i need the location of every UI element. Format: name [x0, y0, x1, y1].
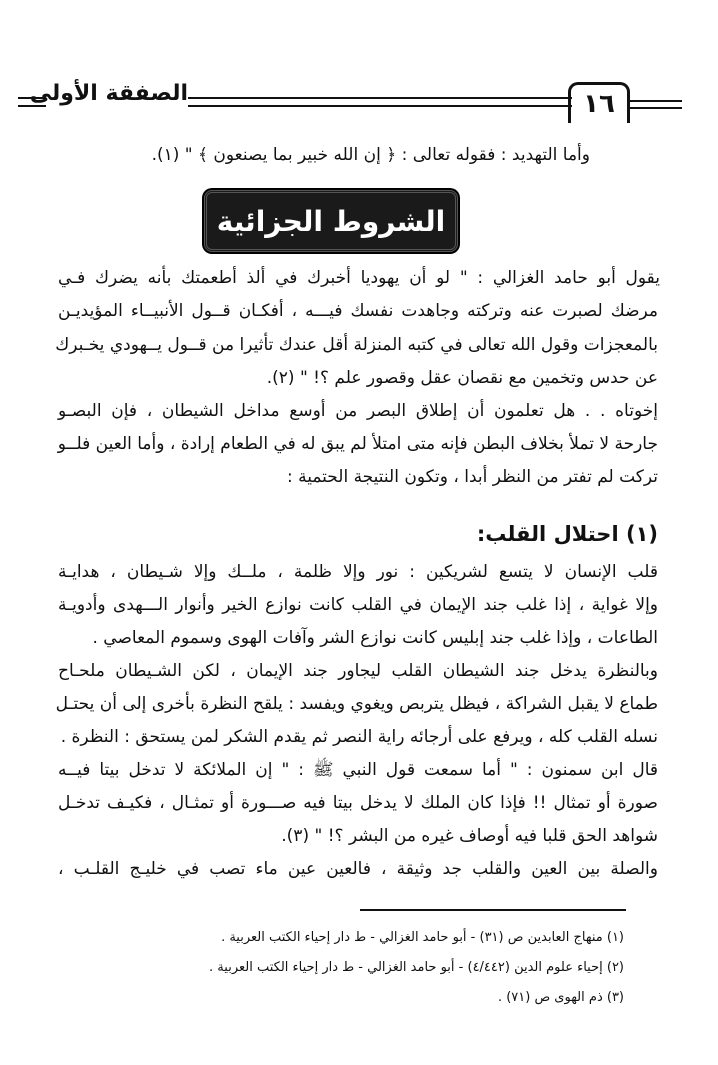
paragraph-line: يقول أبو حامد الغزالي : " لو أن يهوديا أخبرك في ألذ أطعمتك بأنه يضرك فـي — [58, 268, 660, 288]
paragraph-line: والصلة بين العين والقلب جد وثيقة ، فالعين عين ماء تصب في خليـج القلـب ، — [58, 859, 658, 879]
paragraph-line: بالمعجزات وقول الله تعالى في كتبه المنزلة أقل عندك تأثيرا من قــول يــهودي يخـبرك — [55, 335, 658, 355]
footnote: (٣) ذم الهوى ص (٧١) . — [497, 990, 624, 1005]
paragraph-line: قال ابن سمنون : " أما سمعت قول النبي ﷺ : " إن الملائكة لا تدخل بيتا فيــه — [58, 760, 658, 780]
footnote-divider — [360, 909, 626, 911]
paragraph-line: جارحة لا تملأ بخلاف البطن فإنه متى امتلأ لم يبق له في الطعام إرادة ، وأما العين فلــو — [57, 434, 658, 454]
paragraph-line: الطاعات ، وإذا غلب جند إبليس كانت نوازع الشر وآفات الهوى وسموم المعاصي . — [92, 628, 658, 648]
section-title: الشروط الجزائية — [204, 190, 458, 252]
paragraph-line: وبالنظرة يدخل جند الشيطان القلب ليجاور جند الإيمان ، لكن الشـيطان ملحـاح — [58, 661, 658, 681]
page-number: ١٦ — [568, 82, 630, 123]
paragraph-line: صورة أو تمثال !! فإذا كان الملك لا يدخل بيتا فيه صـــورة أو تمثـال ، فكيـف تدخـل — [58, 793, 658, 813]
intro-line: وأما التهديد : فقوله تعالى : ﴿ إن الله خبير بما يصنعون ﴾ " (١). — [151, 145, 590, 165]
paragraph-line: عن حدس وتخمين مع نقصان عقل وقصور علم ؟! " (٢). — [266, 368, 658, 388]
footnote: (١) منهاج العابدين ص (٣١) - أبو حامد الغزالي - ط دار إحياء الكتب العربية . — [221, 930, 624, 945]
paragraph-line: قلب الإنسان لا يتسع لشريكين : نور وإلا ظلمة ، ملــك وإلا شـيطان ، هدايـة — [58, 562, 658, 582]
paragraph-line: تركت لم تفتر من النظر أبدا ، وتكون النتيجة الحتمية : — [286, 467, 658, 487]
subheading: (١) احتلال القلب: — [476, 522, 658, 546]
header-rule-left — [18, 97, 46, 107]
paragraph-line: إخوتاه . . هل تعلمون أن إطلاق البصر من أوسع مداخل الشيطان ، فإن البصـو — [58, 401, 658, 421]
paragraph-line: شواهد الحق قلبا فيه أوصاف غيره من البشر ؟! " (٣). — [281, 826, 658, 846]
page-header — [18, 78, 682, 122]
paragraph-line: نسله القلب كله ، ويرفع على أرجائه راية النصر ثم يقدم الشكر لمن يستحق : النظرة . — [60, 727, 658, 747]
header-rule-right — [630, 100, 682, 109]
paragraph-line: مرضك لصبرت عنه وتركته وجاهدت نفسك فيـــه ، أفكـان قــول الأنبيــاء المؤيديـن — [58, 301, 658, 321]
paragraph-line: طماع لا يقبل الشراكة ، فيظل يتربص ويغوي ويفسد : يلقح النظرة بأخرى إلى أن يحتـل — [55, 694, 658, 714]
paragraph-line: وإلا غواية ، إذا غلب جند الإيمان في القلب كانت نوازع الخير وأنوار الـــهدى وأدويـة — [58, 595, 658, 615]
header-rule-middle — [188, 97, 572, 107]
footnote: (٢) إحياء علوم الدين (٤/٤٤٢) - أبو حامد الغزالي - ط دار إحياء الكتب العربية . — [209, 960, 624, 975]
running-title: الصفقة الأولى — [29, 81, 188, 106]
